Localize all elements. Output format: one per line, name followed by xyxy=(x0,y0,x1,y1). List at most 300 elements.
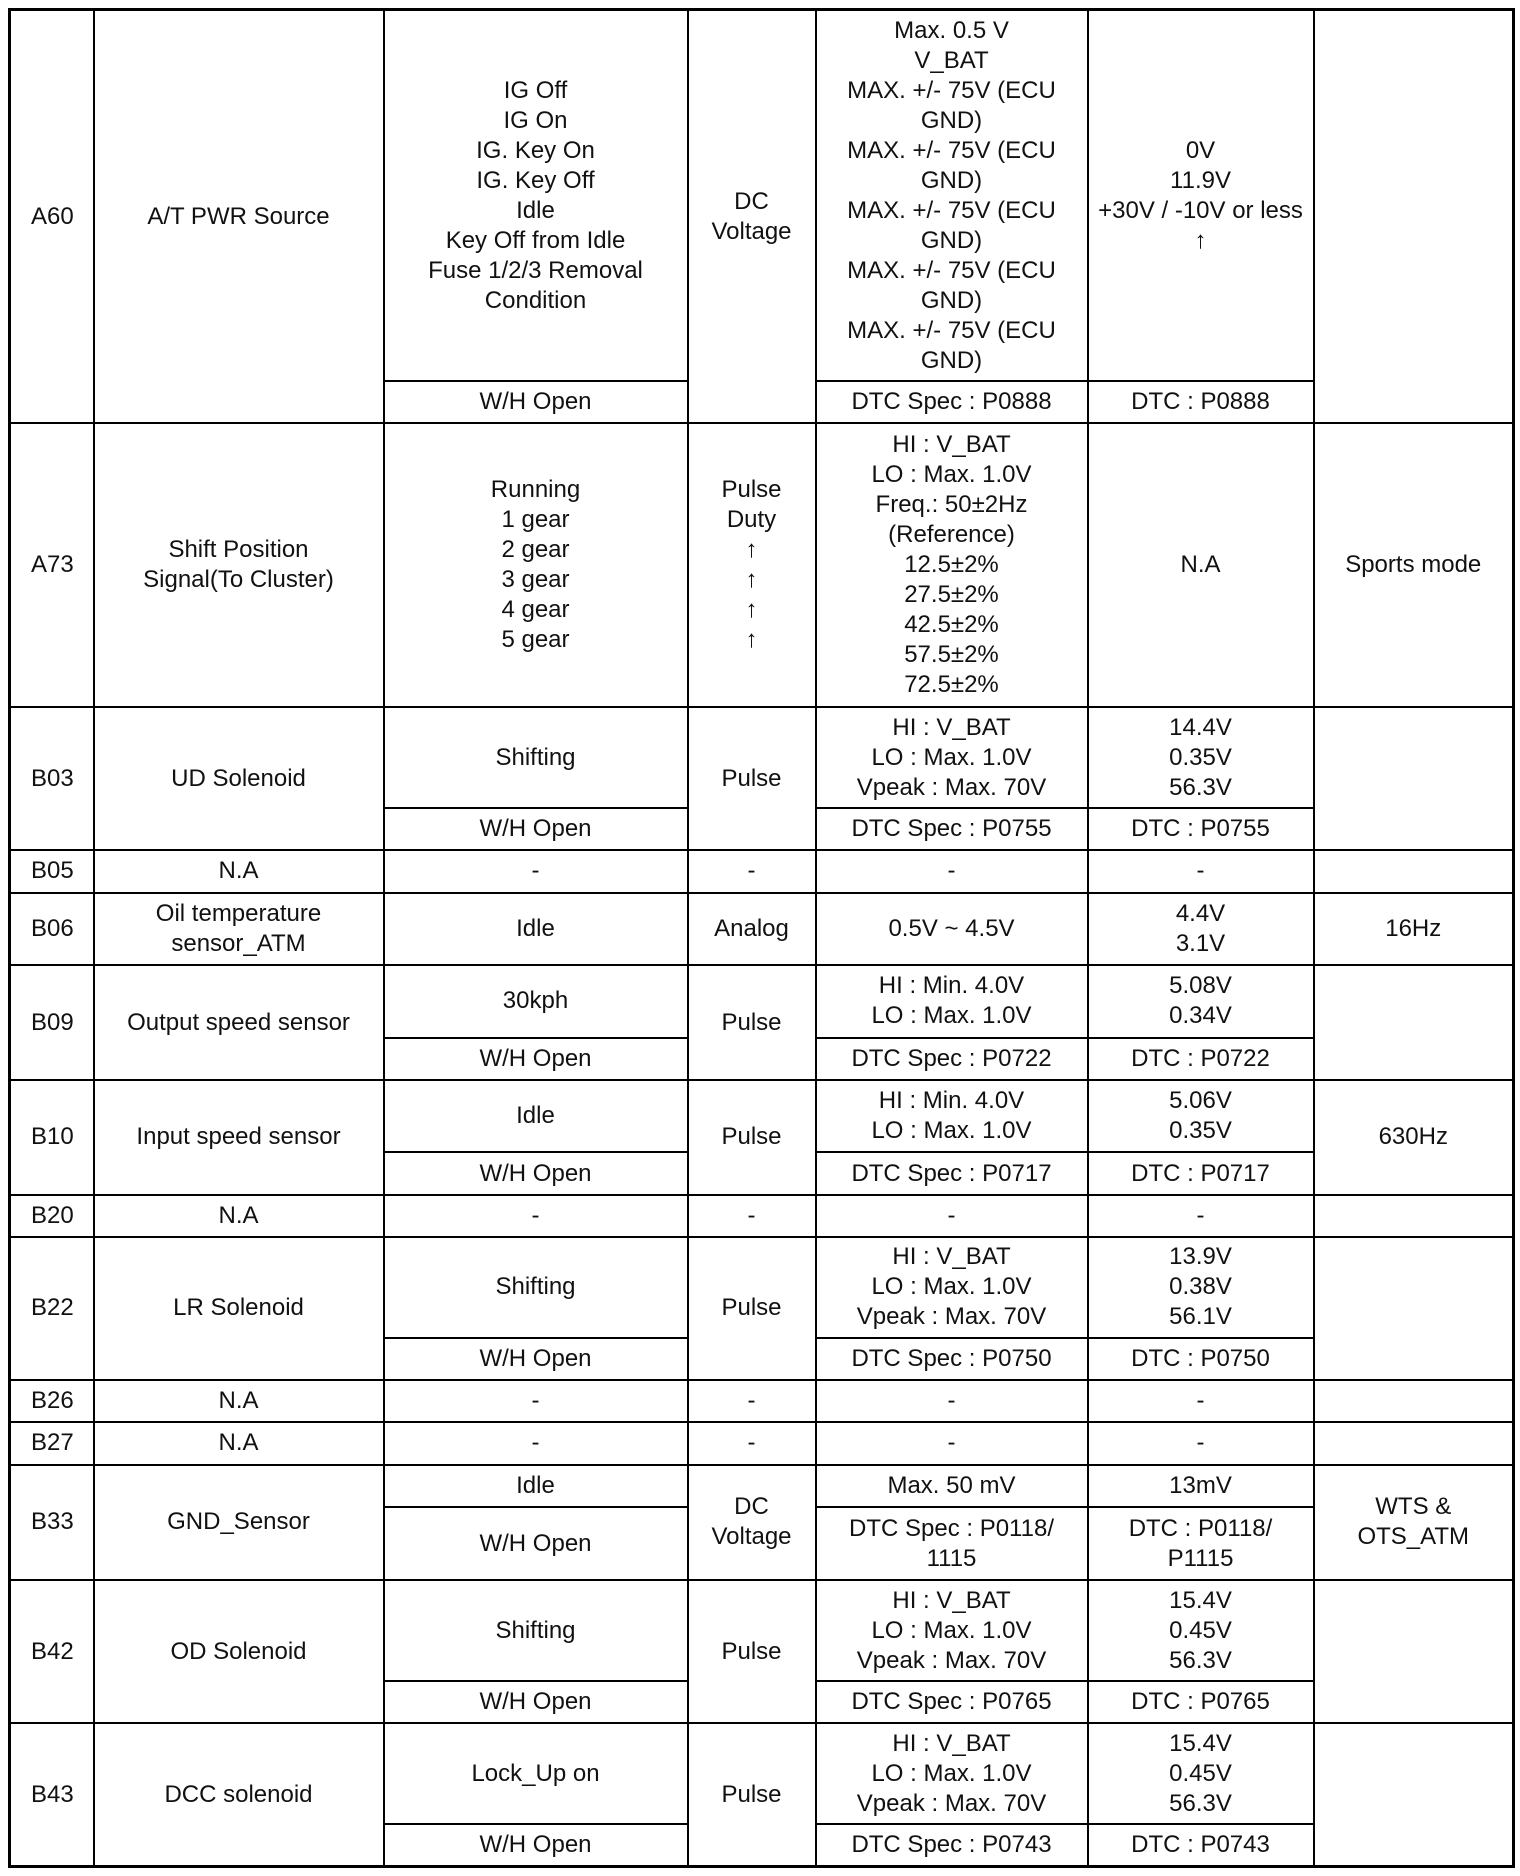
cell-line: Shifting xyxy=(495,743,576,771)
spec-cell xyxy=(816,1723,1088,1824)
result-cell xyxy=(1088,965,1314,1038)
spec-cell xyxy=(816,10,1088,382)
description-cell xyxy=(94,850,384,892)
cell-line: B09 xyxy=(31,1008,74,1036)
description-cell xyxy=(94,1422,384,1464)
remark-cell xyxy=(1314,965,1514,1080)
remark-cell xyxy=(1314,1723,1514,1866)
cell-line: Pulse xyxy=(721,1008,782,1036)
condition-cell xyxy=(384,1580,688,1681)
cell-line: - xyxy=(747,1429,756,1457)
cell-line: Vpeak : Max. 70V xyxy=(856,773,1047,801)
spec-cell xyxy=(816,381,1088,423)
cell-line: DTC : P0717 xyxy=(1131,1159,1270,1187)
cell-line: Pulse xyxy=(721,1294,782,1322)
pin-cell xyxy=(10,965,94,1080)
spec-cell xyxy=(816,1580,1088,1681)
result-cell xyxy=(1088,1152,1314,1194)
remark-cell xyxy=(1314,1237,1514,1380)
condition-cell xyxy=(384,10,688,382)
type-cell xyxy=(688,1723,816,1866)
type-cell xyxy=(688,893,816,966)
pin-cell xyxy=(10,1080,94,1195)
cell-line: 56.3V xyxy=(1169,1646,1232,1674)
cell-line: Pulse xyxy=(721,1780,782,1808)
result-cell xyxy=(1088,707,1314,808)
cell-line: DC xyxy=(734,187,769,215)
cell-line: Vpeak : Max. 70V xyxy=(856,1303,1047,1331)
cell-line: IG On xyxy=(503,106,568,134)
description-cell xyxy=(94,423,384,707)
cell-line: IG Off xyxy=(503,76,568,104)
condition-cell xyxy=(384,423,688,707)
cell-line: UD Solenoid xyxy=(171,764,306,792)
cell-line: OTS_ATM xyxy=(1357,1523,1470,1551)
cell-line: A73 xyxy=(31,551,74,579)
table-row xyxy=(10,1080,1514,1153)
spec-cell xyxy=(816,808,1088,850)
cell-line: B03 xyxy=(31,764,74,792)
remark-cell xyxy=(1314,707,1514,850)
cell-line: IG. Key On xyxy=(476,136,595,164)
cell-line: Key Off from Idle xyxy=(445,226,626,254)
result-cell xyxy=(1088,1824,1314,1867)
remark-cell xyxy=(1314,423,1514,707)
pin-cell xyxy=(10,893,94,966)
cell-line: Shifting xyxy=(495,1616,576,1644)
cell-line: 30kph xyxy=(502,987,569,1015)
spec-cell xyxy=(816,965,1088,1038)
table-row xyxy=(10,850,1514,892)
description-cell xyxy=(94,1723,384,1866)
cell-line: 0.38V xyxy=(1169,1273,1232,1301)
spec-cell xyxy=(816,1824,1088,1867)
cell-line: B33 xyxy=(31,1508,74,1536)
result-cell xyxy=(1088,1681,1314,1723)
cell-line: - xyxy=(947,1201,956,1229)
cell-line: A60 xyxy=(31,202,74,230)
condition-cell xyxy=(384,1152,688,1194)
cell-line: LR Solenoid xyxy=(173,1294,304,1322)
cell-line: W/H Open xyxy=(479,815,592,843)
cell-line: N.A xyxy=(218,857,259,885)
result-cell xyxy=(1088,1237,1314,1338)
spec-cell xyxy=(816,1507,1088,1581)
type-cell xyxy=(688,1422,816,1464)
cell-line: Signal(To Cluster) xyxy=(143,566,334,594)
cell-line: GND_Sensor xyxy=(167,1508,310,1536)
table-row xyxy=(10,1195,1514,1237)
result-cell xyxy=(1088,1380,1314,1422)
cell-line: DTC Spec : P0750 xyxy=(851,1344,1052,1372)
cell-line: MAX. +/- 75V (ECU xyxy=(847,136,1056,164)
cell-line: GND) xyxy=(920,286,983,314)
cell-line: - xyxy=(747,1387,756,1415)
spec-cell xyxy=(816,1080,1088,1153)
remark-cell xyxy=(1314,893,1514,966)
cell-line: Voltage xyxy=(711,217,792,245)
cell-line: Output speed sensor xyxy=(127,1008,350,1036)
cell-line: B26 xyxy=(31,1387,74,1415)
cell-line: W/H Open xyxy=(479,1688,592,1716)
pin-cell xyxy=(10,423,94,707)
cell-line: N.A xyxy=(218,1201,259,1229)
cell-line: Pulse xyxy=(721,476,782,504)
remark-cell xyxy=(1314,10,1514,424)
cell-line: Condition xyxy=(484,286,587,314)
cell-line: 4 gear xyxy=(501,596,570,624)
result-cell xyxy=(1088,1580,1314,1681)
remark-cell xyxy=(1314,1465,1514,1581)
condition-cell xyxy=(384,381,688,423)
cell-line: HI : Min. 4.0V xyxy=(878,972,1025,1000)
cell-line: MAX. +/- 75V (ECU xyxy=(847,256,1056,284)
description-cell xyxy=(94,1080,384,1195)
cell-line: DTC Spec : P0755 xyxy=(851,815,1052,843)
cell-line: DTC : P0118/ xyxy=(1128,1514,1273,1542)
cell-line: DTC : P0765 xyxy=(1131,1688,1270,1716)
cell-line: DTC Spec : P0765 xyxy=(851,1688,1052,1716)
table-row xyxy=(10,965,1514,1038)
remark-cell xyxy=(1314,1422,1514,1464)
table-row xyxy=(10,893,1514,966)
cell-line: W/H Open xyxy=(479,1159,592,1187)
cell-line: (Reference) xyxy=(888,521,1015,549)
condition-cell xyxy=(384,1422,688,1464)
cell-line: 13mV xyxy=(1169,1471,1232,1499)
condition-cell xyxy=(384,1681,688,1723)
table-row xyxy=(10,707,1514,808)
pin-cell xyxy=(10,1723,94,1866)
result-cell xyxy=(1088,1195,1314,1237)
cell-line: 57.5±2% xyxy=(904,641,999,669)
cell-line: - xyxy=(531,857,540,885)
cell-line: DTC : P0722 xyxy=(1131,1044,1270,1072)
cell-line: 1 gear xyxy=(501,506,570,534)
cell-line: B06 xyxy=(31,914,74,942)
cell-line: Pulse xyxy=(721,764,782,792)
cell-line: B43 xyxy=(31,1780,74,1808)
result-cell xyxy=(1088,381,1314,423)
pin-cell xyxy=(10,1465,94,1581)
cell-line: 0.45V xyxy=(1169,1616,1232,1644)
cell-line: Vpeak : Max. 70V xyxy=(856,1789,1047,1817)
cell-line: Input speed sensor xyxy=(136,1123,341,1151)
result-cell xyxy=(1088,1080,1314,1153)
condition-cell xyxy=(384,1338,688,1380)
description-cell xyxy=(94,1380,384,1422)
cell-line: - xyxy=(947,1387,956,1415)
cell-line: 13.9V xyxy=(1169,1243,1232,1271)
cell-line: GND) xyxy=(920,166,983,194)
cell-line: Pulse xyxy=(721,1637,782,1665)
cell-line: ↑ xyxy=(1194,226,1207,254)
cell-line: Idle xyxy=(516,1471,555,1499)
cell-line: - xyxy=(1196,1429,1205,1457)
cell-line: 0.5V ~ 4.5V xyxy=(888,914,1015,942)
result-cell xyxy=(1088,1038,1314,1080)
cell-line: DTC : P0888 xyxy=(1131,388,1270,416)
cell-line: DTC : P0750 xyxy=(1131,1344,1270,1372)
type-cell xyxy=(688,1465,816,1581)
spec-cell xyxy=(816,1152,1088,1194)
table-row xyxy=(10,10,1514,382)
type-cell xyxy=(688,10,816,424)
cell-line: LO : Max. 1.0V xyxy=(871,1002,1032,1030)
condition-cell xyxy=(384,1507,688,1581)
cell-line: HI : V_BAT xyxy=(892,431,1011,459)
type-cell xyxy=(688,1380,816,1422)
condition-cell xyxy=(384,965,688,1038)
condition-cell xyxy=(384,1080,688,1153)
cell-line: GND) xyxy=(920,106,983,134)
spec-cell xyxy=(816,1422,1088,1464)
cell-line: 15.4V xyxy=(1169,1729,1232,1757)
cell-line: - xyxy=(531,1387,540,1415)
cell-line: Idle xyxy=(516,196,555,224)
spec-cell xyxy=(816,1237,1088,1338)
cell-line: ↑ xyxy=(745,596,758,624)
table-row xyxy=(10,1380,1514,1422)
spec-cell xyxy=(816,850,1088,892)
cell-line: LO : Max. 1.0V xyxy=(871,1759,1032,1787)
cell-line: - xyxy=(1196,857,1205,885)
spec-cell xyxy=(816,1038,1088,1080)
description-cell xyxy=(94,965,384,1080)
cell-line: 0.45V xyxy=(1169,1759,1232,1787)
cell-line: B05 xyxy=(31,857,74,885)
cell-line: 1115 xyxy=(926,1544,977,1572)
cell-line: MAX. +/- 75V (ECU xyxy=(847,196,1056,224)
result-cell xyxy=(1088,1723,1314,1824)
cell-line: 2 gear xyxy=(501,536,570,564)
cell-line: ↑ xyxy=(745,536,758,564)
cell-line: W/H Open xyxy=(479,1529,592,1557)
pin-cell xyxy=(10,850,94,892)
result-cell xyxy=(1088,1422,1314,1464)
cell-line: 42.5±2% xyxy=(904,611,999,639)
cell-line: - xyxy=(947,1429,956,1457)
result-cell xyxy=(1088,850,1314,892)
table-row xyxy=(10,1580,1514,1681)
cell-line: WTS & xyxy=(1375,1493,1452,1521)
pin-cell xyxy=(10,707,94,850)
cell-line: N.A xyxy=(218,1429,259,1457)
cell-line: 56.1V xyxy=(1169,1303,1232,1331)
cell-line: DTC Spec : P0888 xyxy=(851,388,1052,416)
cell-line: HI : V_BAT xyxy=(892,1729,1011,1757)
cell-line: 15.4V xyxy=(1169,1586,1232,1614)
cell-line: 11.9V xyxy=(1170,166,1231,194)
spec-cell xyxy=(816,1465,1088,1507)
table-row xyxy=(10,1237,1514,1338)
cell-line: 14.4V xyxy=(1169,713,1232,741)
cell-line: - xyxy=(747,857,756,885)
cell-line: W/H Open xyxy=(479,1344,592,1372)
cell-line: 630Hz xyxy=(1378,1123,1448,1151)
cell-line: B22 xyxy=(31,1294,74,1322)
cell-line: 56.3V xyxy=(1169,1789,1232,1817)
cell-line: W/H Open xyxy=(479,1830,592,1858)
cell-line: B10 xyxy=(31,1123,74,1151)
cell-line: DCC solenoid xyxy=(164,1780,313,1808)
spec-cell xyxy=(816,707,1088,808)
spec-cell xyxy=(816,1195,1088,1237)
result-cell xyxy=(1088,1465,1314,1507)
cell-line: N.A xyxy=(218,1387,259,1415)
table-row xyxy=(10,1465,1514,1507)
cell-line: DTC Spec : P0118/ xyxy=(849,1514,1054,1542)
cell-line: Fuse 1/2/3 Removal xyxy=(428,256,643,284)
cell-line: Freq.: 50±2Hz xyxy=(875,491,1028,519)
cell-line: Duty xyxy=(726,506,777,534)
remark-cell xyxy=(1314,1195,1514,1237)
remark-cell xyxy=(1314,1580,1514,1723)
description-cell xyxy=(94,1580,384,1723)
ecu-pin-spec-table xyxy=(8,8,1515,1868)
result-cell xyxy=(1088,808,1314,850)
cell-line: Max. 50 mV xyxy=(887,1471,1016,1499)
condition-cell xyxy=(384,1380,688,1422)
cell-line: 56.3V xyxy=(1169,773,1232,801)
table-row xyxy=(10,1422,1514,1464)
cell-line: 5.08V xyxy=(1169,972,1232,1000)
cell-line: LO : Max. 1.0V xyxy=(871,461,1032,489)
cell-line: Max. 0.5 V xyxy=(894,16,1009,44)
cell-line: W/H Open xyxy=(479,388,592,416)
pin-cell xyxy=(10,10,94,424)
cell-line: 5 gear xyxy=(501,626,570,654)
type-cell xyxy=(688,1195,816,1237)
cell-line: B42 xyxy=(31,1637,74,1665)
cell-line: - xyxy=(531,1429,540,1457)
spec-cell xyxy=(816,1338,1088,1380)
cell-line: Idle xyxy=(516,1102,555,1130)
cell-line: MAX. +/- 75V (ECU xyxy=(847,76,1056,104)
cell-line: 3 gear xyxy=(501,566,570,594)
cell-line: 0V xyxy=(1185,136,1216,164)
cell-line: DTC : P0755 xyxy=(1131,815,1270,843)
cell-line: HI : V_BAT xyxy=(892,1586,1011,1614)
pin-cell xyxy=(10,1195,94,1237)
cell-line: B20 xyxy=(31,1201,74,1229)
condition-cell xyxy=(384,808,688,850)
cell-line: Pulse xyxy=(721,1123,782,1151)
cell-line: Shifting xyxy=(495,1273,576,1301)
cell-line: B27 xyxy=(31,1429,74,1457)
cell-line: - xyxy=(747,1201,756,1229)
cell-line: LO : Max. 1.0V xyxy=(871,1117,1032,1145)
cell-line: LO : Max. 1.0V xyxy=(871,1616,1032,1644)
cell-line: 5.06V xyxy=(1169,1087,1232,1115)
cell-line: Vpeak : Max. 70V xyxy=(856,1646,1047,1674)
result-cell xyxy=(1088,893,1314,966)
cell-line: P1115 xyxy=(1167,1544,1234,1572)
condition-cell xyxy=(384,1195,688,1237)
cell-line: GND) xyxy=(920,346,983,374)
cell-line: IG. Key Off xyxy=(476,166,595,194)
cell-line: DC xyxy=(734,1493,769,1521)
cell-line: - xyxy=(947,857,956,885)
table-row xyxy=(10,1723,1514,1824)
cell-line: LO : Max. 1.0V xyxy=(871,1273,1032,1301)
cell-line: MAX. +/- 75V (ECU xyxy=(847,316,1056,344)
cell-line: DTC Spec : P0743 xyxy=(851,1830,1052,1858)
result-cell xyxy=(1088,10,1314,382)
cell-line: DTC Spec : P0722 xyxy=(851,1044,1052,1072)
spec-cell xyxy=(816,1380,1088,1422)
cell-line: W/H Open xyxy=(479,1044,592,1072)
description-cell xyxy=(94,1237,384,1380)
remark-cell xyxy=(1314,850,1514,892)
cell-line: 4.4V xyxy=(1175,899,1226,927)
description-cell xyxy=(94,1465,384,1581)
cell-line: GND) xyxy=(920,226,983,254)
cell-line: sensor_ATM xyxy=(171,929,306,957)
type-cell xyxy=(688,1237,816,1380)
condition-cell xyxy=(384,893,688,966)
type-cell xyxy=(688,850,816,892)
cell-line: 0.35V xyxy=(1169,743,1232,771)
cell-line: 0.35V xyxy=(1169,1117,1232,1145)
cell-line: 12.5±2% xyxy=(904,551,999,579)
cell-line: ↑ xyxy=(745,626,758,654)
description-cell xyxy=(94,893,384,966)
remark-cell xyxy=(1314,1380,1514,1422)
result-cell xyxy=(1088,423,1314,707)
cell-line: 16Hz xyxy=(1385,914,1442,942)
cell-line: 0.34V xyxy=(1169,1002,1232,1030)
cell-line: - xyxy=(531,1201,540,1229)
cell-line: Lock_Up on xyxy=(471,1759,600,1787)
cell-line: Sports mode xyxy=(1345,551,1482,579)
result-cell xyxy=(1088,1338,1314,1380)
spec-cell xyxy=(816,1681,1088,1723)
condition-cell xyxy=(384,850,688,892)
cell-line: Running xyxy=(490,476,581,504)
cell-line: - xyxy=(1196,1387,1205,1415)
cell-line: HI : Min. 4.0V xyxy=(878,1087,1025,1115)
cell-line: Analog xyxy=(714,914,789,942)
cell-line: - xyxy=(1196,1201,1205,1229)
condition-cell xyxy=(384,1824,688,1867)
cell-line: 3.1V xyxy=(1175,929,1226,957)
pin-cell xyxy=(10,1237,94,1380)
cell-line: ↑ xyxy=(745,566,758,594)
cell-line: 27.5±2% xyxy=(904,581,999,609)
type-cell xyxy=(688,1580,816,1723)
cell-line: DTC : P0743 xyxy=(1131,1830,1270,1858)
cell-line: Shift Position xyxy=(168,536,309,564)
cell-line: N.A xyxy=(1180,551,1221,579)
cell-line: +30V / -10V or less xyxy=(1098,196,1303,224)
pin-cell xyxy=(10,1580,94,1723)
cell-line: A/T PWR Source xyxy=(147,202,330,230)
spec-cell xyxy=(816,423,1088,707)
condition-cell xyxy=(384,707,688,808)
cell-line: DTC Spec : P0717 xyxy=(851,1159,1052,1187)
pin-cell xyxy=(10,1422,94,1464)
description-cell xyxy=(94,10,384,424)
remark-cell xyxy=(1314,1080,1514,1195)
cell-line: Idle xyxy=(516,914,555,942)
description-cell xyxy=(94,1195,384,1237)
condition-cell xyxy=(384,1723,688,1824)
type-cell xyxy=(688,1080,816,1195)
cell-line: HI : V_BAT xyxy=(892,1243,1011,1271)
condition-cell xyxy=(384,1465,688,1507)
type-cell xyxy=(688,423,816,707)
